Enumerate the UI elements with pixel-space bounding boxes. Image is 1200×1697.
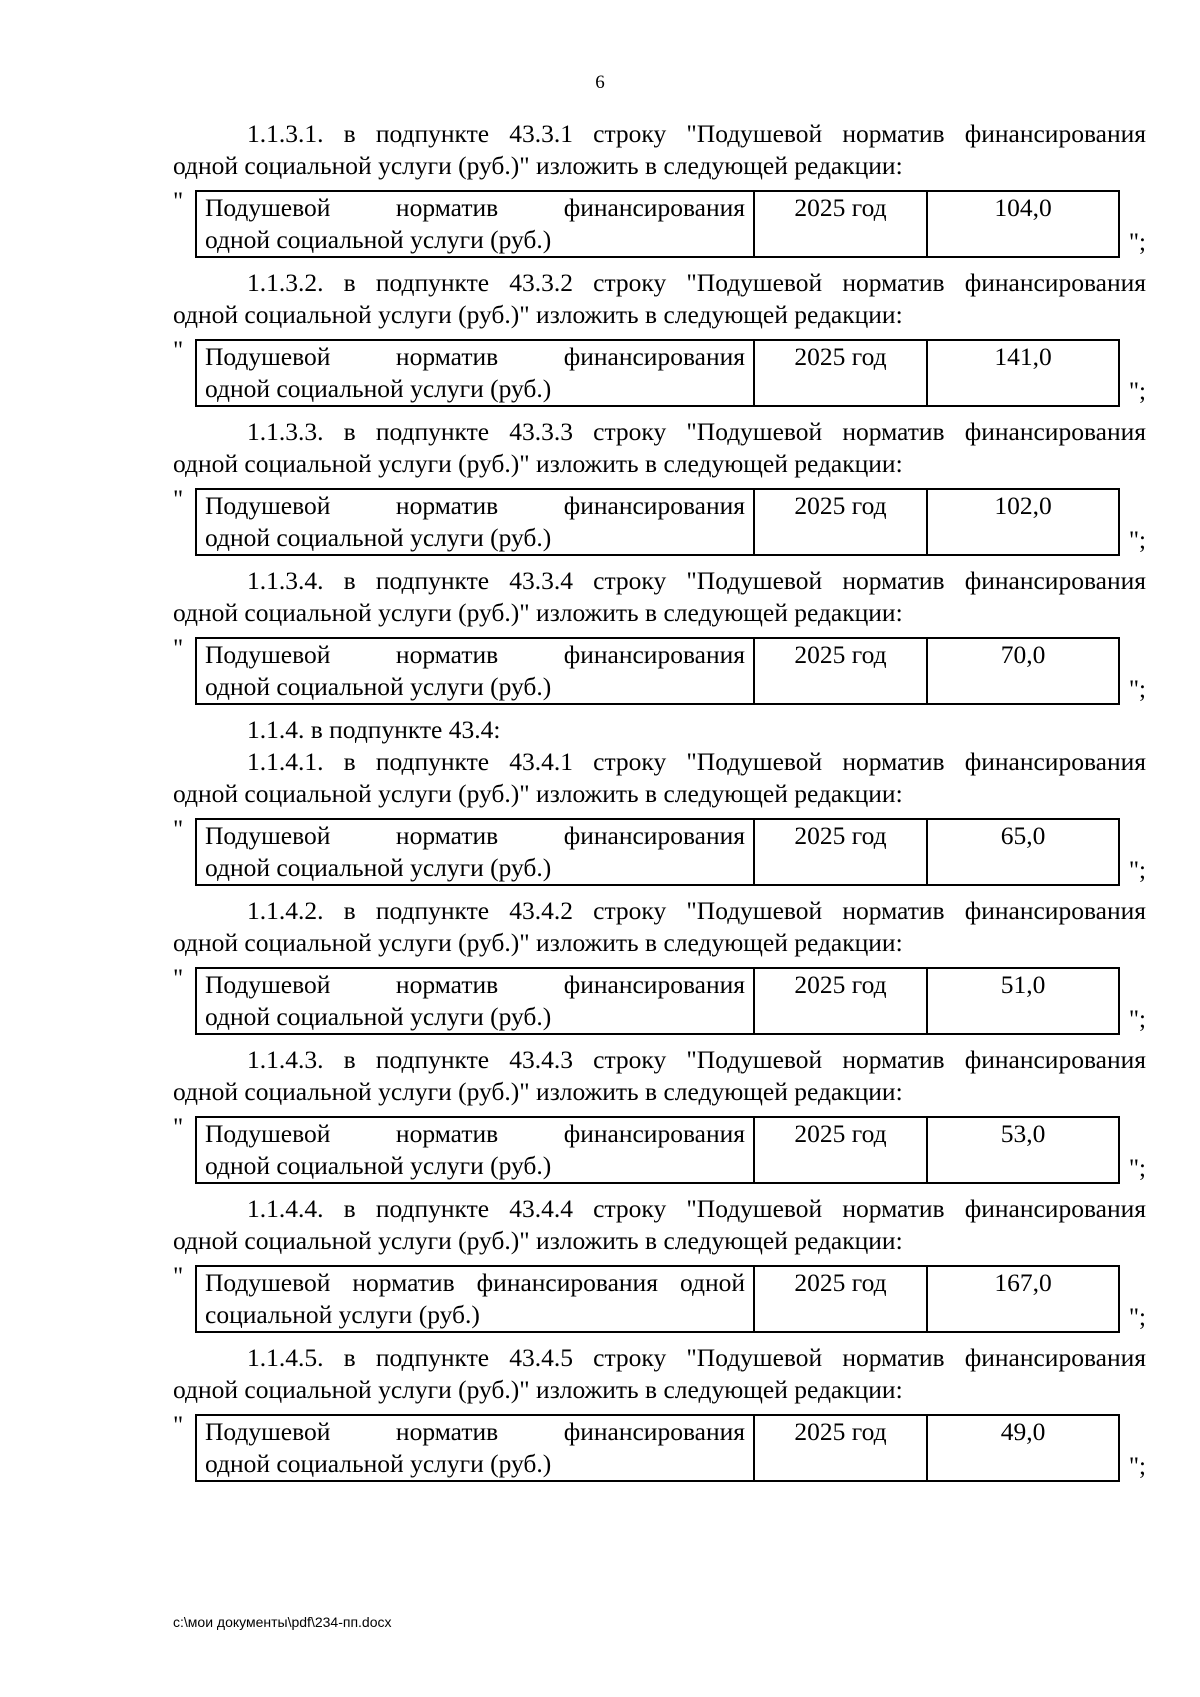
amendment-paragraph [173, 416, 1146, 480]
table-row [196, 1266, 1119, 1332]
year-cell: 2025 год [754, 340, 927, 406]
paragraph-line: одной социальной услуги (руб.)" изложить в следующей редакции: [173, 598, 903, 627]
norm-table [195, 1414, 1120, 1482]
norm-table [195, 488, 1120, 556]
open-quote: " [173, 1114, 184, 1141]
norm-name-cell: Подушевой норматив финансирования одной социальной услуги (руб.) [196, 489, 754, 555]
norm-name-cell: Подушевой норматив финансирования одной социальной услуги (руб.) [196, 638, 754, 704]
paragraph-line: 1.1.3.3. в подпункте 43.3.3 строку "Подушевой норматив финансирования [247, 417, 1146, 446]
value-cell: 104,0 [927, 191, 1119, 257]
table-block [173, 637, 1146, 704]
paragraph-line: одной социальной услуги (руб.)" изложить в следующей редакции: [173, 1226, 903, 1255]
table-row [196, 1117, 1119, 1183]
amendment-paragraph [173, 565, 1146, 629]
close-quote: "; [1128, 378, 1146, 405]
norm-table [195, 339, 1120, 407]
subsection-heading: 1.1.4. в подпункте 43.4: [247, 715, 501, 744]
paragraph-line: 1.1.3.4. в подпункте 43.3.4 строку "Подушевой норматив финансирования [247, 566, 1146, 595]
norm-table [195, 967, 1120, 1035]
norm-table [195, 637, 1120, 705]
open-quote: " [173, 188, 184, 215]
open-quote: " [173, 635, 184, 662]
amendment-paragraph [173, 1193, 1146, 1257]
norm-table [195, 1265, 1120, 1333]
paragraph-line: одной социальной услуги (руб.)" изложить в следующей редакции: [173, 449, 903, 478]
paragraph-line: одной социальной услуги (руб.)" изложить в следующей редакции: [173, 1375, 903, 1404]
value-cell: 51,0 [927, 968, 1119, 1034]
paragraph-line: 1.1.3.1. в подпункте 43.3.1 строку "Подушевой норматив финансирования [247, 119, 1146, 148]
table-row [196, 489, 1119, 555]
value-cell: 65,0 [927, 819, 1119, 885]
norm-name-cell: Подушевой норматив финансирования одной социальной услуги (руб.) [196, 191, 754, 257]
close-quote: "; [1128, 527, 1146, 554]
amendment-paragraph [173, 746, 1146, 810]
table-row [196, 191, 1119, 257]
open-quote: " [173, 1412, 184, 1439]
amendment-paragraph [173, 1044, 1146, 1108]
open-quote: " [173, 337, 184, 364]
paragraph-line: 1.1.4.2. в подпункте 43.4.2 строку "Подушевой норматив финансирования [247, 896, 1146, 925]
paragraph-line: одной социальной услуги (руб.)" изложить в следующей редакции: [173, 779, 903, 808]
paragraph-line: одной социальной услуги (руб.)" изложить в следующей редакции: [173, 151, 903, 180]
year-cell: 2025 год [754, 1117, 927, 1183]
close-quote: "; [1128, 1006, 1146, 1033]
value-cell: 102,0 [927, 489, 1119, 555]
table-block [173, 190, 1146, 257]
table-block [173, 1414, 1146, 1481]
year-cell: 2025 год [754, 489, 927, 555]
amendment-paragraph [173, 895, 1146, 959]
document-body [173, 118, 1146, 1491]
norm-table [195, 190, 1120, 258]
norm-name-cell: Подушевой норматив финансирования одной социальной услуги (руб.) [196, 968, 754, 1034]
amendment-paragraph [173, 118, 1146, 182]
close-quote: "; [1128, 1304, 1146, 1331]
paragraph-line: 1.1.4.4. в подпункте 43.4.4 строку "Подушевой норматив финансирования [247, 1194, 1146, 1223]
close-quote: "; [1128, 857, 1146, 884]
table-block [173, 967, 1146, 1034]
value-cell: 53,0 [927, 1117, 1119, 1183]
open-quote: " [173, 965, 184, 992]
norm-table [195, 818, 1120, 886]
year-cell: 2025 год [754, 1266, 927, 1332]
table-row [196, 1415, 1119, 1481]
paragraph-line: одной социальной услуги (руб.)" изложить в следующей редакции: [173, 928, 903, 957]
paragraph-line: 1.1.4.5. в подпункте 43.4.5 строку "Подушевой норматив финансирования [247, 1343, 1146, 1372]
open-quote: " [173, 1263, 184, 1290]
table-row [196, 340, 1119, 406]
value-cell: 49,0 [927, 1415, 1119, 1481]
year-cell: 2025 год [754, 1415, 927, 1481]
close-quote: "; [1128, 229, 1146, 256]
table-block [173, 1116, 1146, 1183]
value-cell: 167,0 [927, 1266, 1119, 1332]
close-quote: "; [1128, 1453, 1146, 1480]
page-number: 6 [595, 72, 605, 93]
amendment-paragraph [173, 267, 1146, 331]
open-quote: " [173, 816, 184, 843]
paragraph-line: 1.1.4.1. в подпункте 43.4.1 строку "Подушевой норматив финансирования [247, 747, 1146, 776]
table-row [196, 819, 1119, 885]
year-cell: 2025 год [754, 191, 927, 257]
paragraph-line: 1.1.4.3. в подпункте 43.4.3 строку "Подушевой норматив финансирования [247, 1045, 1146, 1074]
amendment-paragraph [173, 1342, 1146, 1406]
paragraph-line: одной социальной услуги (руб.)" изложить в следующей редакции: [173, 300, 903, 329]
value-cell: 70,0 [927, 638, 1119, 704]
paragraph-line: 1.1.3.2. в подпункте 43.3.2 строку "Подушевой норматив финансирования [247, 268, 1146, 297]
open-quote: " [173, 486, 184, 513]
norm-name-cell: Подушевой норматив финансирования одной социальной услуги (руб.) [196, 819, 754, 885]
table-row [196, 968, 1119, 1034]
norm-name-cell: Подушевой норматив финансирования одной социальной услуги (руб.) [196, 1415, 754, 1481]
paragraph-line: одной социальной услуги (руб.)" изложить в следующей редакции: [173, 1077, 903, 1106]
norm-name-cell: Подушевой норматив финансирования одной социальной услуги (руб.) [196, 340, 754, 406]
year-cell: 2025 год [754, 638, 927, 704]
table-block [173, 488, 1146, 555]
table-block [173, 818, 1146, 885]
norm-table [195, 1116, 1120, 1184]
table-block [173, 1265, 1146, 1332]
year-cell: 2025 год [754, 819, 927, 885]
table-block [173, 339, 1146, 406]
close-quote: "; [1128, 676, 1146, 703]
norm-name-cell: Подушевой норматив финансирования одной социальной услуги (руб.) [196, 1117, 754, 1183]
year-cell: 2025 год [754, 968, 927, 1034]
value-cell: 141,0 [927, 340, 1119, 406]
file-path-footer: c:\мои документы\pdf\234-пп.docx [173, 1614, 392, 1630]
norm-name-cell: Подушевой норматив финансирования одной социальной услуги (руб.) [196, 1266, 754, 1332]
close-quote: "; [1128, 1155, 1146, 1182]
table-row [196, 638, 1119, 704]
